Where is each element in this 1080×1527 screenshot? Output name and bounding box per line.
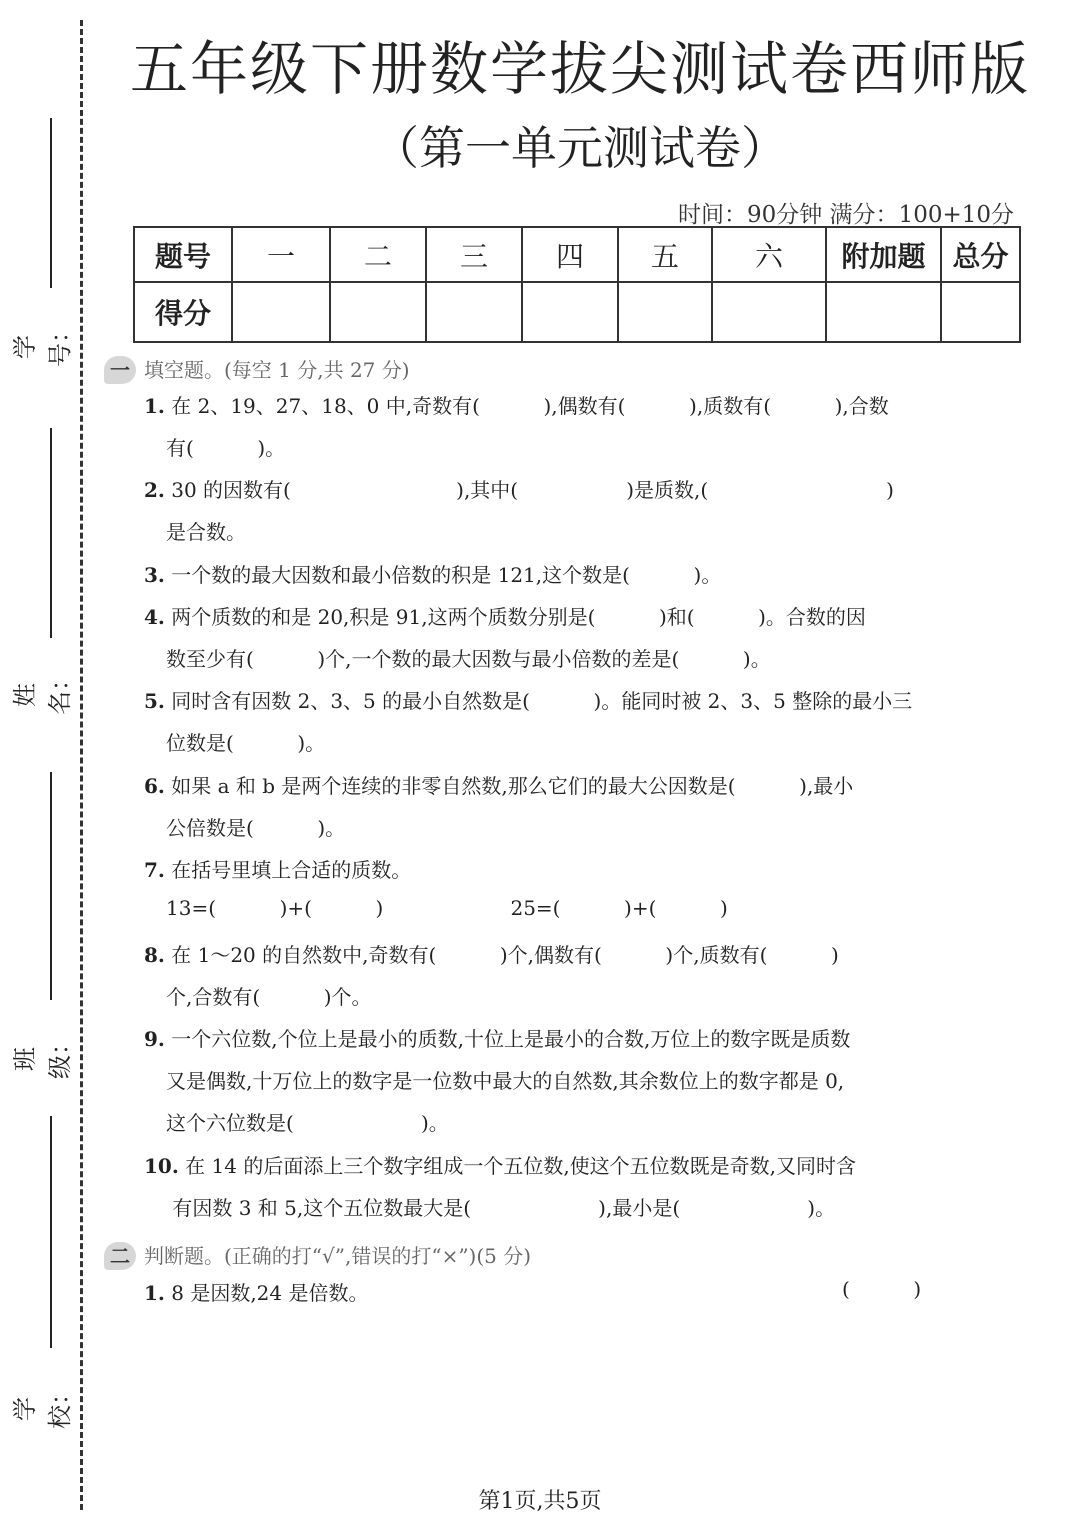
class-label: 班级： bbox=[11, 1031, 74, 1079]
score-input-cell[interactable] bbox=[522, 282, 618, 342]
question-line: 13=( )+( ) 25=( )+( ) bbox=[166, 896, 728, 920]
score-input-cell[interactable] bbox=[330, 282, 426, 342]
question-line: 9. 一个六位数,个位上是最小的质数,十位上是最小的合数,万位上的数字既是质数 bbox=[144, 1027, 851, 1051]
table-cell: 六 bbox=[712, 227, 826, 282]
question-line: 是合数。 bbox=[166, 520, 246, 544]
score-input-cell[interactable] bbox=[426, 282, 522, 342]
score-input-cell[interactable] bbox=[618, 282, 712, 342]
school-label: 学校： bbox=[11, 1381, 74, 1429]
question-line: 公倍数是( )。 bbox=[166, 816, 346, 840]
judgement-answer-box[interactable]: ( ) bbox=[842, 1277, 922, 1301]
score-input-cell[interactable] bbox=[712, 282, 826, 342]
score-table-header-row bbox=[134, 227, 1020, 282]
page-footer: 第1页,共5页 bbox=[478, 1489, 602, 1514]
question-line: 8. 在 1～20 的自然数中,奇数有( )个,偶数有( )个,质数有( ) bbox=[144, 943, 839, 967]
question-line: 7. 在括号里填上合适的质数。 bbox=[144, 858, 412, 882]
table-cell: 附加题 bbox=[826, 227, 941, 282]
score-input-cell[interactable] bbox=[232, 282, 330, 342]
question-line: 位数是( )。 bbox=[166, 731, 326, 755]
exam-meta: 时间：90分钟 满分：100+10分 bbox=[677, 202, 1014, 228]
question-line: 10. 在 14 的后面添上三个数字组成一个五位数,使这个五位数既是奇数,又同时含 bbox=[144, 1154, 857, 1178]
school-write-line[interactable] bbox=[50, 1116, 52, 1348]
table-cell: 五 bbox=[618, 227, 712, 282]
table-cell: 四 bbox=[522, 227, 618, 282]
name-label: 姓名： bbox=[11, 667, 74, 715]
section-badge: 一 bbox=[104, 356, 136, 384]
section-title: 填空题。(每空 1 分,共 27 分) bbox=[144, 358, 410, 382]
question-line: 5. 同时含有因数 2、3、5 的最小自然数是( )。能同时被 2、3、5 整除的最小三 bbox=[144, 689, 913, 713]
question-line: 3. 一个数的最大因数和最小倍数的积是 121,这个数是( )。 bbox=[144, 563, 722, 587]
page-title: 五年级下册数学拔尖测试卷西师版 bbox=[129, 35, 1030, 103]
page-subtitle: （第一单元测试卷） bbox=[373, 121, 787, 175]
score-table-score-row bbox=[134, 282, 1020, 342]
name-write-line[interactable] bbox=[50, 428, 52, 638]
question-line: 这个六位数是( )。 bbox=[166, 1111, 449, 1135]
table-cell: 二 bbox=[330, 227, 426, 282]
table-cell: 得分 bbox=[134, 282, 232, 342]
student-id-write-line[interactable] bbox=[50, 118, 52, 288]
section-heading bbox=[104, 1240, 531, 1270]
table-cell: 一 bbox=[232, 227, 330, 282]
question-line: 4. 两个质数的和是 20,积是 91,这两个质数分别是( )和( )。合数的因 bbox=[144, 605, 866, 629]
section-heading bbox=[104, 354, 410, 384]
table-cell: 三 bbox=[426, 227, 522, 282]
score-table bbox=[133, 226, 1021, 343]
binding-dashed-line bbox=[80, 20, 83, 1510]
question-line: 6. 如果 a 和 b 是两个连续的非零自然数,那么它们的最大公因数是( ),最小 bbox=[144, 774, 854, 798]
question-line: 1. 在 2、19、27、18、0 中,奇数有( ),偶数有( ),质数有( ),合数 bbox=[144, 394, 889, 418]
question-line: 有因数 3 和 5,这个五位数最大是( ),最小是( )。 bbox=[166, 1196, 836, 1220]
table-cell: 总分 bbox=[941, 227, 1020, 282]
question-line: 1. 8 是因数,24 是倍数。 bbox=[144, 1281, 369, 1305]
table-cell: 题号 bbox=[134, 227, 232, 282]
question-line: 有( )。 bbox=[166, 436, 286, 460]
class-write-line[interactable] bbox=[50, 772, 52, 1000]
question-line: 2. 30 的因数有( ),其中( )是质数,( ) bbox=[144, 478, 894, 502]
score-input-cell[interactable] bbox=[826, 282, 941, 342]
question-line: 数至少有( )个,一个数的最大因数与最小倍数的差是( )。 bbox=[166, 647, 771, 671]
section-badge: 二 bbox=[104, 1242, 136, 1270]
question-line: 个,合数有( )个。 bbox=[166, 985, 372, 1009]
section-title: 判断题。(正确的打“√”,错误的打“×”)(5 分) bbox=[144, 1244, 532, 1268]
student-id-label: 学号： bbox=[11, 319, 74, 367]
score-input-cell[interactable] bbox=[941, 282, 1020, 342]
question-line: 又是偶数,十万位上的数字是一位数中最大的自然数,其余数位上的数字都是 0, bbox=[166, 1069, 845, 1093]
